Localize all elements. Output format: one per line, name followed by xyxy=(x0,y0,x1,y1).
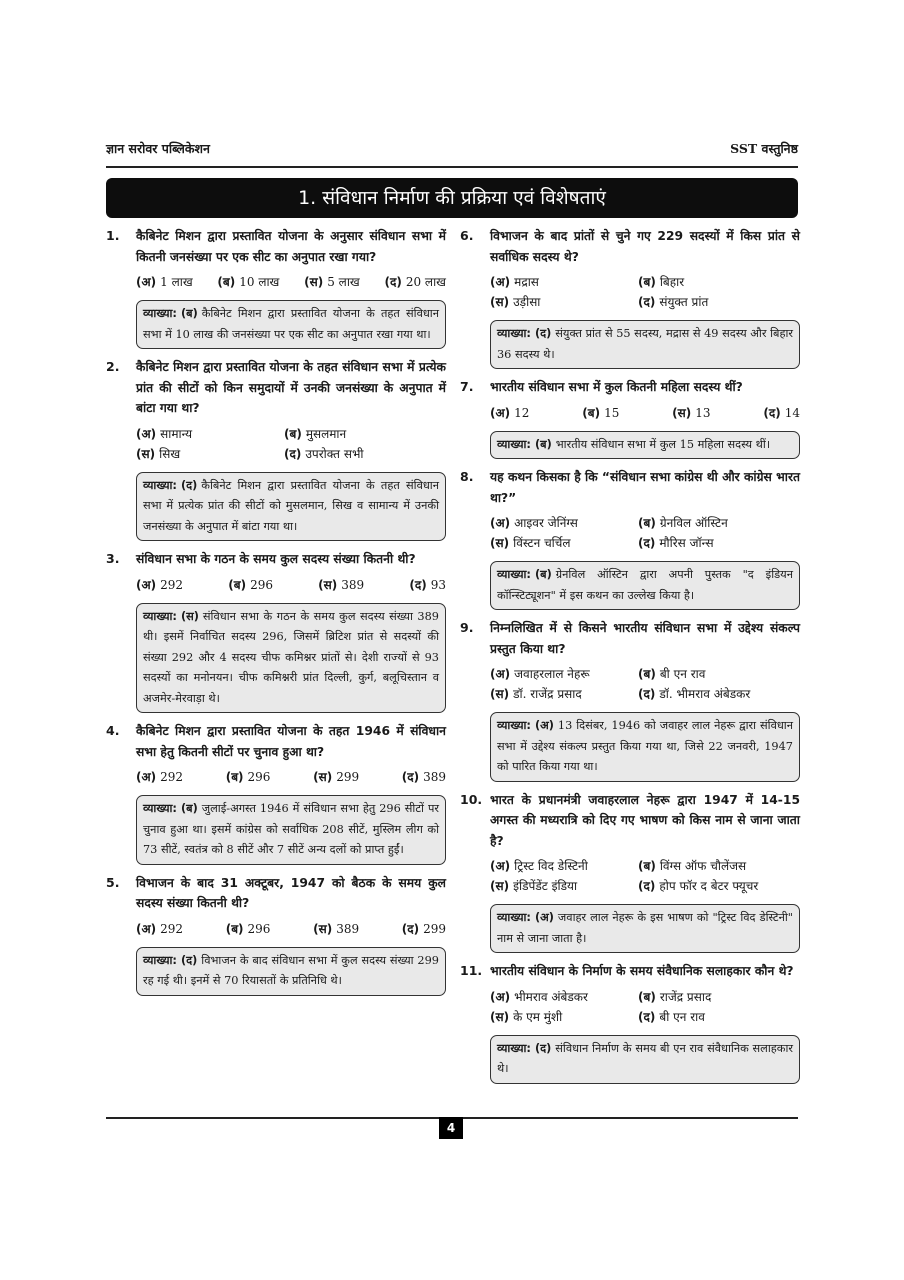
question-text: भारतीय संविधान सभा में कुल कितनी महिला सदस्य थीं? xyxy=(490,380,743,394)
page-number: 4 xyxy=(439,1117,463,1139)
answer-key: (स) xyxy=(180,609,199,623)
option-value: बिहार xyxy=(659,275,685,289)
option-item xyxy=(638,1007,800,1027)
options-list xyxy=(136,919,446,939)
question-item xyxy=(460,467,800,610)
option-key: (स) xyxy=(490,879,510,893)
explanation-text: विभाजन के बाद संविधान सभा में कुल सदस्य संख्या 299 रह गई थी। इनमें से 70 रियासतों के प्रतिनिधि थे। xyxy=(143,953,439,987)
option-item xyxy=(284,444,446,464)
option-key: (ब) xyxy=(638,989,656,1004)
option-item xyxy=(284,424,446,444)
option-key: (ब) xyxy=(225,770,244,784)
option-value: 296 xyxy=(247,921,271,936)
answer-key: (द) xyxy=(534,327,552,340)
option-value: सामान्य xyxy=(160,426,193,441)
option-key: (द) xyxy=(638,536,656,550)
option-item xyxy=(385,272,447,292)
explanation-text: संविधान सभा के गठन के समय कुल सदस्य संख्या 389 थी। इसमें निर्वाचित सदस्य 296, जिसमें ब्रिटिश प्रांत से सदस्यों की संख्या 292 और 4 सदस्य चीफ कमिश्नर प्रांतों से। देशी राज्यों से 93 सदस्यों का मनोनयन। चीफ कमिश्नरी प्रांत दिल्ली, कुर्ग, बलूचिस्तान व अजमेर-मेरवाड़ा थे। xyxy=(143,609,439,705)
option-value: बी एन राव xyxy=(659,667,706,681)
right-column xyxy=(460,226,800,1092)
question-item xyxy=(460,377,800,459)
option-key: (द) xyxy=(284,446,302,461)
question-text: यह कथन किसका है कि “संविधान सभा कांग्रेस थी और कांग्रेस भारत था?” xyxy=(490,470,801,505)
option-value: होप फॉर द बेटर फ्यूचर xyxy=(659,879,759,893)
option-value: उपरोक्त सभी xyxy=(305,446,364,461)
question-item xyxy=(460,618,800,782)
option-key: (ब) xyxy=(228,577,247,592)
option-key: (ब) xyxy=(638,667,656,681)
option-value: 14 xyxy=(784,405,800,420)
option-value: 1 लाख xyxy=(160,275,193,289)
option-item xyxy=(638,856,800,876)
option-value: भीमराव अंबेडकर xyxy=(514,989,588,1004)
option-item xyxy=(638,664,800,684)
option-value: 12 xyxy=(514,405,530,420)
option-item xyxy=(226,767,271,787)
option-item xyxy=(217,272,279,292)
option-value: 299 xyxy=(336,770,360,784)
option-item xyxy=(402,767,446,787)
option-value: 292 xyxy=(160,770,184,784)
answer-key: (अ) xyxy=(534,719,554,732)
left-column xyxy=(106,226,446,1004)
explanation-box xyxy=(136,947,446,996)
option-key: (ब) xyxy=(638,859,656,873)
answer-key: (द) xyxy=(180,478,198,492)
option-key: (स) xyxy=(672,405,692,420)
explanation-text: संयुक्त प्रांत से 55 सदस्य, मद्रास से 49 सदस्य और बिहार 36 सदस्य थे। xyxy=(497,327,793,361)
option-item xyxy=(638,684,800,704)
explanation-label: व्याख्या: xyxy=(497,1041,531,1055)
explanation-text: कैबिनेट मिशन द्वारा प्रस्तावित योजना के तहत संविधान सभा में प्रत्येक प्रांत की सीटों को मुसलमान, सिख व सामान्य में उनकी जनसंख्या के अनुपात में बांटा गया था। xyxy=(143,478,439,533)
option-value: ट्रिस्ट विद डेस्टिनी xyxy=(514,859,588,873)
option-item xyxy=(763,403,800,423)
option-value: सिख xyxy=(159,446,181,461)
option-key: (स) xyxy=(304,275,324,289)
option-value: 389 xyxy=(423,770,446,784)
question-item xyxy=(106,357,446,541)
option-item xyxy=(313,919,359,939)
option-value: मद्रास xyxy=(514,275,539,289)
explanation-label: व्याख्या: xyxy=(143,953,177,967)
question-number: 9. xyxy=(460,620,474,635)
option-item xyxy=(638,513,800,533)
option-value: के एम मुंशी xyxy=(513,1009,563,1024)
explanation-text: भारतीय संविधान सभा में कुल 15 महिला सदस्य थीं। xyxy=(555,437,771,451)
option-value: जवाहरलाल नेहरू xyxy=(514,667,590,681)
explanation-text: जवाहर लाल नेहरू के इस भाषण को "ट्रिस्ट विद डेस्टिनी" नाम से जाना जाता है। xyxy=(497,911,793,945)
option-item xyxy=(228,575,273,595)
option-key: (स) xyxy=(313,921,333,936)
option-key: (द) xyxy=(409,577,427,592)
option-key: (अ) xyxy=(136,921,157,936)
option-item xyxy=(409,575,446,595)
option-key: (अ) xyxy=(490,516,511,530)
option-key: (द) xyxy=(384,275,402,289)
option-item xyxy=(136,444,284,464)
option-key: (अ) xyxy=(136,426,157,441)
explanation-box xyxy=(136,795,446,865)
option-key: (अ) xyxy=(490,667,511,681)
explanation-text: कैबिनेट मिशन द्वारा प्रस्तावित योजना के तहत संविधान सभा में 10 लाख की जनसंख्या पर एक सीट का अनुपात रखा गया था। xyxy=(143,307,439,341)
explanation-label: व्याख्या: xyxy=(497,911,531,924)
question-number: 3. xyxy=(106,551,120,566)
option-value: मौरिस जॉन्स xyxy=(659,536,714,550)
option-key: (अ) xyxy=(136,770,157,784)
option-value: 292 xyxy=(160,921,184,936)
answer-key: (अ) xyxy=(534,911,554,924)
option-key: (ब) xyxy=(284,426,302,441)
question-text: विभाजन के बाद 31 अक्टूबर, 1947 को बैठक के समय कुल सदस्य संख्या कितनी थी? xyxy=(136,875,446,910)
option-item xyxy=(490,664,638,684)
question-number: 8. xyxy=(460,469,474,484)
option-item xyxy=(638,876,800,896)
option-value: आइवर जेनिंग्स xyxy=(514,516,578,530)
page-header xyxy=(106,140,798,162)
option-item xyxy=(490,856,638,876)
option-item xyxy=(226,919,271,939)
option-key: (द) xyxy=(401,921,420,936)
option-value: इंडिपेंडेंट इंडिया xyxy=(513,879,578,893)
option-item xyxy=(402,919,446,939)
options-list xyxy=(490,664,800,704)
option-key: (द) xyxy=(638,295,656,309)
option-item xyxy=(490,684,638,704)
option-key: (द) xyxy=(763,405,781,420)
question-item xyxy=(106,226,446,349)
option-value: उड़ीसा xyxy=(513,295,541,309)
options-list xyxy=(490,403,800,423)
options-list xyxy=(490,272,800,312)
question-number: 2. xyxy=(106,359,120,374)
answer-key: (द) xyxy=(180,953,198,967)
question-text: भारतीय संविधान के निर्माण के समय संवैधानिक सलाहकार कौन थे? xyxy=(490,964,794,978)
explanation-box xyxy=(490,431,800,460)
option-value: विंग्स ऑफ चौलेंजस xyxy=(659,859,747,873)
option-item xyxy=(313,767,359,787)
option-value: बी एन राव xyxy=(659,1009,705,1024)
option-key: (ब) xyxy=(217,275,236,289)
option-item xyxy=(490,876,638,896)
option-key: (स) xyxy=(490,536,510,550)
option-value: 389 xyxy=(341,577,365,592)
explanation-box xyxy=(136,603,446,714)
chapter-title: 1. संविधान निर्माण की प्रक्रिया एवं विशेषताएं xyxy=(106,178,798,218)
option-value: 10 लाख xyxy=(239,275,280,289)
option-value: 296 xyxy=(247,770,271,784)
explanation-box xyxy=(136,472,446,542)
option-value: ग्रेनविल ऑस्टिन xyxy=(659,516,728,530)
question-number: 5. xyxy=(106,874,120,890)
option-value: 20 लाख xyxy=(405,275,446,289)
option-key: (अ) xyxy=(490,275,511,289)
explanation-label: व्याख्या: xyxy=(497,437,531,451)
explanation-text: संविधान निर्माण के समय बी एन राव संवैधानिक सलाहकार थे। xyxy=(497,1041,793,1075)
options-list xyxy=(490,987,800,1027)
option-value: 292 xyxy=(160,577,184,592)
option-value: 299 xyxy=(423,921,446,936)
question-number: 10. xyxy=(460,791,483,807)
subject-label: SST वस्तुनिष्ठ xyxy=(730,141,798,156)
explanation-box xyxy=(490,904,800,953)
option-value: 93 xyxy=(430,577,446,592)
option-key: (अ) xyxy=(490,405,511,420)
option-item xyxy=(490,272,638,292)
option-item xyxy=(490,292,638,312)
option-item xyxy=(638,292,800,312)
option-key: (ब) xyxy=(582,405,601,420)
explanation-label: व्याख्या: xyxy=(143,609,177,623)
explanation-text: जुलाई-अगस्त 1946 में संविधान सभा हेतु 296 सीटों पर चुनाव हुआ था। इसमें कांग्रेस को सर्वाधिक 208 सीटें, मुस्लिम लीग को 73 सीटें, स्वतंत्र को 8 सीटें और 7 सीटें अन्य दलों को प्राप्त हुईं। xyxy=(143,802,439,856)
option-item xyxy=(136,424,284,444)
question-item xyxy=(460,226,800,369)
explanation-text: 13 दिसंबर, 1946 को जवाहर लाल नेहरू द्वारा संविधान सभा में उद्देश्य संकल्प प्रस्तुत किया गया था, जिसे 22 जनवरी, 1947 को पारित किया गया था। xyxy=(497,719,793,773)
question-text: कैबिनेट मिशन द्वारा प्रस्तावित योजना के तहत संविधान सभा में प्रत्येक प्रांत की सीटों को किन समुदायों में उनकी जनसंख्या के अनुपात में बांटा गया था? xyxy=(136,360,446,415)
question-text: भारत के प्रधानमंत्री जवाहरलाल नेहरू द्वारा 1947 में 14-15 अगस्त की मध्यरात्रि को दिए गए भाषण को किस नाम से जाना जाता है? xyxy=(490,792,800,848)
option-key: (स) xyxy=(490,295,510,309)
option-item xyxy=(638,272,800,292)
option-key: (ब) xyxy=(638,275,656,289)
option-item xyxy=(304,272,360,292)
options-list xyxy=(490,856,800,896)
question-number: 4. xyxy=(106,723,120,738)
option-item xyxy=(490,1007,638,1027)
explanation-label: व्याख्या: xyxy=(143,802,177,815)
option-value: डॉ. राजेंद्र प्रसाद xyxy=(513,687,582,701)
question-number: 6. xyxy=(460,228,474,243)
option-key: (द) xyxy=(638,879,656,893)
option-item xyxy=(672,403,710,423)
option-key: (स) xyxy=(490,687,510,701)
explanation-label: व्याख्या: xyxy=(143,478,177,492)
explanation-box xyxy=(490,712,800,782)
option-key: (ब) xyxy=(225,921,244,936)
option-item xyxy=(638,533,800,553)
option-item xyxy=(490,987,638,1007)
option-value: विंस्टन चर्चिल xyxy=(513,536,571,550)
explanation-label: व्याख्या: xyxy=(497,719,531,732)
option-value: संयुक्त प्रांत xyxy=(659,295,709,309)
options-list xyxy=(136,575,446,595)
option-item xyxy=(490,403,529,423)
option-key: (द) xyxy=(638,1009,656,1024)
option-item xyxy=(136,767,183,787)
answer-key: (ब) xyxy=(534,437,552,451)
option-key: (द) xyxy=(638,687,656,701)
option-item xyxy=(136,272,193,292)
option-item xyxy=(136,919,183,939)
option-item xyxy=(490,513,638,533)
question-text: कैबिनेट मिशन द्वारा प्रस्तावित योजना के तहत 1946 में संविधान सभा हेतु कितनी सीटों पर चुनाव हुआ था? xyxy=(136,724,446,759)
option-item xyxy=(136,575,183,595)
option-item xyxy=(318,575,364,595)
option-key: (अ) xyxy=(136,275,157,289)
option-value: डॉ. भीमराव अंबेडकर xyxy=(659,687,751,701)
explanation-label: व्याख्या: xyxy=(143,307,177,320)
option-item xyxy=(490,533,638,553)
question-text: निम्नलिखित में से किसने भारतीय संविधान सभा में उद्देश्य संकल्प प्रस्तुत किया था? xyxy=(490,621,800,656)
explanation-label: व्याख्या: xyxy=(497,327,531,340)
option-key: (स) xyxy=(136,446,156,461)
option-value: 389 xyxy=(336,921,360,936)
option-key: (अ) xyxy=(490,859,511,873)
explanation-box xyxy=(490,561,800,610)
option-value: राजेंद्र प्रसाद xyxy=(659,989,712,1004)
explanation-box xyxy=(136,300,446,349)
explanation-label: व्याख्या: xyxy=(497,568,531,581)
question-item xyxy=(106,549,446,713)
option-key: (ब) xyxy=(638,516,656,530)
option-key: (स) xyxy=(490,1009,510,1024)
question-item xyxy=(460,790,800,954)
option-value: 296 xyxy=(250,577,273,592)
options-list xyxy=(136,767,446,787)
option-item xyxy=(582,403,619,423)
option-value: 13 xyxy=(695,405,711,420)
option-key: (अ) xyxy=(490,989,511,1004)
option-key: (स) xyxy=(318,577,338,592)
answer-key: (द) xyxy=(534,1041,552,1055)
question-text: कैबिनेट मिशन द्वारा प्रस्तावित योजना के अनुसार संविधान सभा में कितनी जनसंख्या पर एक सीट का अनुपात रखा गया? xyxy=(136,229,446,264)
question-item xyxy=(460,961,800,1084)
explanation-text: ग्रेनविल ऑस्टिन द्वारा अपनी पुस्तक "द इंडियन कॉन्स्टिट्यूशन" में इस कथन का उल्लेख किया है। xyxy=(497,568,793,602)
answer-key: (ब) xyxy=(180,307,198,320)
option-value: 5 लाख xyxy=(327,275,360,289)
option-key: (द) xyxy=(401,770,420,784)
option-value: 15 xyxy=(604,405,620,420)
options-list xyxy=(136,272,446,292)
header-divider xyxy=(106,166,798,168)
options-list xyxy=(490,513,800,553)
explanation-box xyxy=(490,320,800,369)
option-value: मुसलमान xyxy=(305,426,347,441)
question-number: 1. xyxy=(106,228,120,243)
publisher-name: ज्ञान सरोवर पब्लिकेशन xyxy=(106,141,210,156)
question-number: 11. xyxy=(460,963,483,978)
option-key: (अ) xyxy=(136,577,157,592)
option-key: (स) xyxy=(313,770,333,784)
answer-key: (ब) xyxy=(534,568,552,581)
explanation-box xyxy=(490,1035,800,1084)
option-item xyxy=(638,987,800,1007)
question-text: विभाजन के बाद प्रांतों से चुने गए 229 सदस्यों में किस प्रांत से सर्वाधिक सदस्य थे? xyxy=(490,229,800,264)
question-item xyxy=(106,721,446,865)
question-item xyxy=(106,873,446,996)
answer-key: (ब) xyxy=(180,802,198,815)
question-text: संविधान सभा के गठन के समय कुल सदस्य संख्या कितनी थी? xyxy=(136,552,416,566)
question-number: 7. xyxy=(460,379,474,394)
options-list xyxy=(136,424,446,464)
